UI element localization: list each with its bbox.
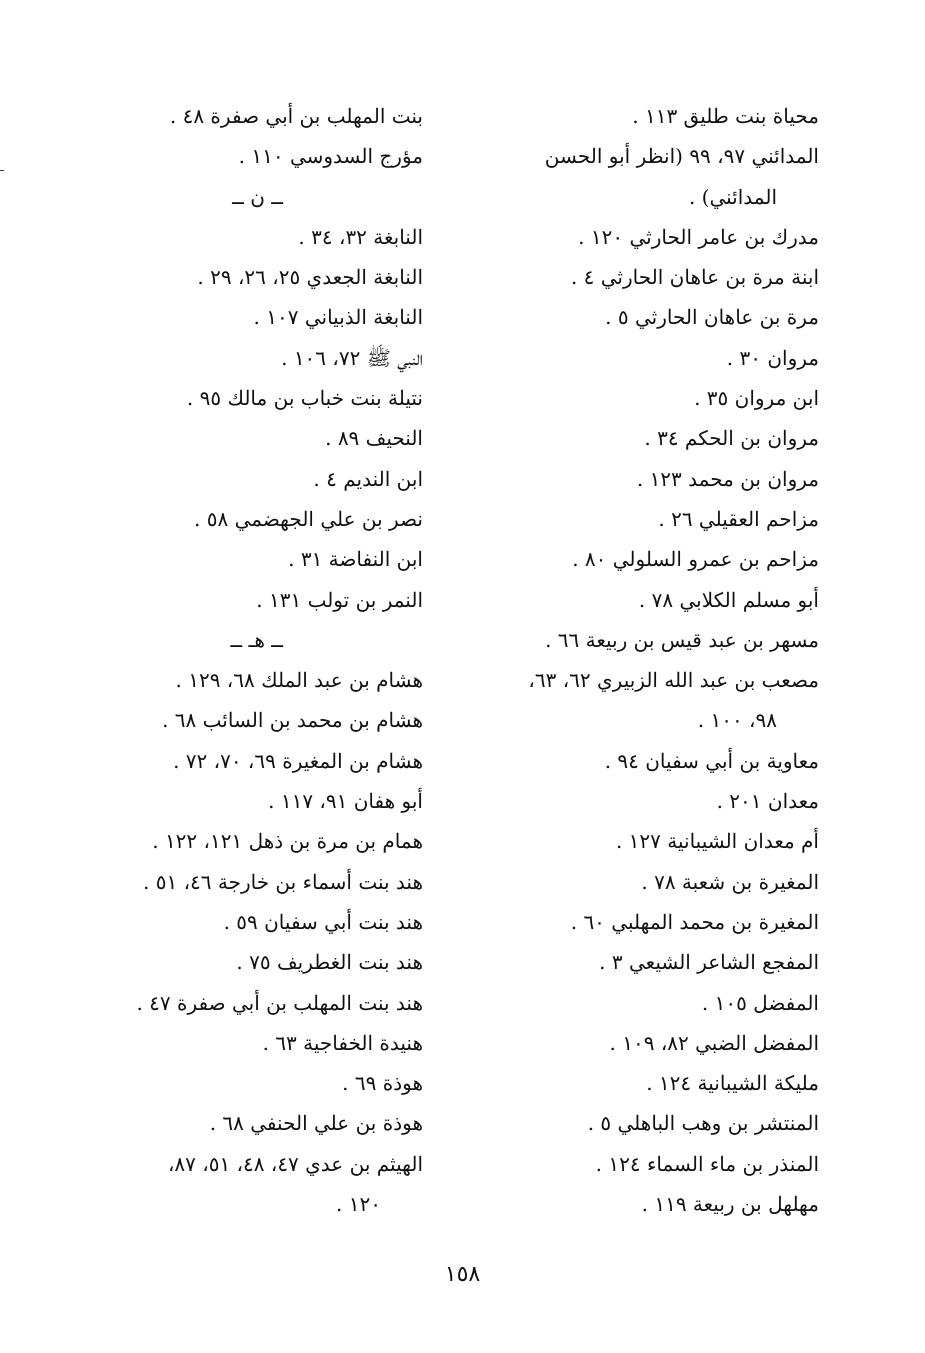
index-entry-text: نتيلة بنت خباب بن مالك ٩٥ . — [186, 386, 423, 411]
index-entry — [78, 781, 423, 821]
index-entry — [78, 217, 423, 257]
index-entry — [78, 942, 423, 982]
section-letter-heading: ــ ن ــ — [232, 184, 283, 209]
index-entry — [459, 499, 819, 539]
index-entry — [78, 1063, 423, 1103]
index-entry-text: المنتشر بن وهب الباهلي ٥ . — [587, 1111, 819, 1136]
index-entry-text: همام بن مرة بن ذهل ١٢١، ١٢٢ . — [152, 829, 423, 854]
index-entry-text: مصعب بن عبد الله الزبيري ٦٢، ٦٣، — [528, 668, 819, 693]
index-entry-text: المنذر بن ماء السماء ١٢٤ . — [595, 1151, 819, 1176]
index-entry — [459, 418, 819, 458]
index-entry — [78, 580, 423, 620]
index-entry — [459, 942, 819, 982]
index-entry-text: النبي ﷺ ٧٢، ١٠٦ . — [281, 345, 423, 370]
index-entry — [78, 660, 423, 700]
index-entry-text: المفضل الضبي ٨٢، ١٠٩ . — [609, 1030, 819, 1055]
index-entry-text: النمر بن تولب ١٣١ . — [256, 587, 423, 612]
index-entry — [459, 1144, 819, 1184]
index-entry-text: هنيدة الخفاجية ٦٣ . — [262, 1030, 423, 1055]
index-entry — [78, 297, 423, 337]
index-entry-continuation: المدائني) . — [688, 184, 777, 209]
index-entry-text: مزاحم العقيلي ٢٦ . — [658, 506, 819, 531]
index-entry — [78, 418, 423, 458]
index-entry-text: النابغة ٣٢، ٣٤ . — [298, 224, 423, 249]
index-entry-text: محياة بنت طليق ١١٣ . — [632, 104, 819, 128]
index-entry-text: مدرك بن عامر الحارثي ١٢٠ . — [578, 224, 819, 249]
index-entry-continuation: ٩٨، ١٠٠ . — [697, 708, 777, 733]
index-entry-text: معاوية بن أبي سفيان ٩٤ . — [604, 748, 819, 773]
index-entry — [78, 459, 423, 499]
scan-edge-mark — [0, 170, 4, 171]
index-entry — [459, 620, 819, 660]
index-entry-text: أم معدان الشيبانية ١٢٧ . — [615, 829, 819, 854]
index-entry — [459, 217, 819, 257]
index-entry — [78, 1144, 423, 1225]
index-entry — [459, 1103, 819, 1143]
index-entry — [459, 580, 819, 620]
index-entry — [459, 338, 819, 378]
index-entry-text: مروان ٣٠ . — [726, 345, 819, 370]
index-entry — [459, 983, 819, 1023]
index-entry — [459, 741, 819, 781]
index-entry — [78, 983, 423, 1023]
index-entry-text: ابن مروان ٣٥ . — [694, 386, 819, 411]
index-entry-text: نصر بن علي الجهضمي ٥٨ . — [194, 506, 423, 531]
index-entry — [459, 1023, 819, 1063]
index-entry — [459, 96, 819, 136]
index-column-right — [459, 96, 819, 1224]
index-entry — [78, 741, 423, 781]
index-entry — [78, 378, 423, 418]
index-entry — [78, 1023, 423, 1063]
index-entry-text: مليكة الشيبانية ١٢٤ . — [646, 1071, 819, 1096]
index-entry-text: النابغة الذبياني ١٠٧ . — [253, 305, 423, 330]
index-entry — [459, 459, 819, 499]
index-entry-text: أبو مسلم الكلابي ٧٨ . — [638, 587, 819, 612]
index-entry-text: هوذة ٦٩ . — [342, 1071, 423, 1096]
index-entry-text: المدائني ٩٧، ٩٩ (انظر أبو الحسن — [544, 144, 819, 169]
index-entry — [459, 297, 819, 337]
index-entry-text: هند بنت أبي سفيان ٥٩ . — [223, 909, 423, 934]
index-entry — [78, 539, 423, 579]
index-entry-text: النابغة الجعدي ٢٥، ٢٦، ٢٩ . — [197, 265, 423, 290]
index-entry — [459, 257, 819, 297]
index-entry — [459, 136, 819, 217]
index-entry — [78, 821, 423, 861]
index-entry-text: الهيثم بن عدي ٤٧، ٤٨، ٥١، ٨٧، — [167, 1151, 423, 1176]
index-entry — [78, 257, 423, 297]
index-entry-text: أبو هفان ٩١، ١١٧ . — [268, 789, 423, 814]
index-entry-text: المفجع الشاعر الشيعي ٣ . — [599, 950, 819, 975]
index-entry — [78, 700, 423, 740]
index-entry — [78, 338, 423, 378]
index-entry-text: ابن النديم ٤ . — [313, 466, 423, 491]
index-entry-text: هند بنت الغطريف ٧٥ . — [236, 950, 423, 975]
section-letter-heading: ــ هـ ــ — [230, 627, 283, 652]
index-entry-text: بنت المهلب بن أبي صفرة ٤٨ . — [169, 104, 423, 128]
index-entry — [78, 902, 423, 942]
index-entry — [459, 660, 819, 741]
index-entry-text: مروان بن الحكم ٣٤ . — [644, 426, 819, 451]
index-entry-text: مسهر بن عبد قيس بن ربيعة ٦٦ . — [545, 627, 819, 652]
index-entry — [78, 1103, 423, 1143]
index-entry-text: مرة بن عاهان الحارثي ٥ . — [605, 305, 819, 330]
index-entry — [459, 862, 819, 902]
index-entry-text: مؤرج السدوسي ١١٠ . — [238, 144, 423, 169]
index-entry-text: المفضل ١٠٥ . — [701, 990, 819, 1015]
index-entry — [459, 378, 819, 418]
index-entry-text: هند بنت أسماء بن خارجة ٤٦، ٥١ . — [143, 869, 423, 894]
index-entry — [459, 821, 819, 861]
index-entry — [78, 136, 423, 176]
index-entry-text: هشام بن المغيرة ٦٩، ٧٠، ٧٢ . — [173, 748, 423, 773]
page-number: ١٥٨ — [444, 1262, 481, 1287]
index-entry-text: مروان بن محمد ١٢٣ . — [636, 466, 819, 491]
index-entry-text: ابن النفاضة ٣١ . — [288, 547, 423, 572]
index-entry — [78, 499, 423, 539]
index-entry-text: ابنة مرة بن عاهان الحارثي ٤ . — [570, 265, 819, 290]
index-entry — [459, 1063, 819, 1103]
index-entry-text: المغيرة بن محمد المهلبي ٦٠ . — [570, 909, 819, 934]
index-entry-text: مهلهل بن ربيعة ١١٩ . — [641, 1192, 819, 1217]
index-entry — [78, 862, 423, 902]
index-entry — [459, 902, 819, 942]
index-entry-text: هشام بن محمد بن السائب ٦٨ . — [162, 708, 423, 733]
index-entry-text: المغيرة بن شعبة ٧٨ . — [641, 869, 819, 894]
index-entry-text: هوذة بن علي الحنفي ٦٨ . — [209, 1111, 423, 1136]
index-entry-text: النحيف ٨٩ . — [325, 426, 423, 451]
index-column-left — [78, 96, 423, 1224]
index-entry-text: هند بنت المهلب بن أبي صفرة ٤٧ . — [136, 990, 423, 1015]
index-entry — [459, 781, 819, 821]
index-entry — [459, 539, 819, 579]
index-entry-text: مزاحم بن عمرو السلولي ٨٠ . — [572, 547, 819, 572]
index-entry-text: معدان ٢٠١ . — [716, 789, 819, 814]
index-entry-continuation: ١٢٠ . — [336, 1192, 381, 1217]
index-entry — [459, 1184, 819, 1224]
index-entry-text: هشام بن عبد الملك ٦٨، ١٢٩ . — [175, 668, 423, 693]
index-entry — [78, 96, 423, 136]
